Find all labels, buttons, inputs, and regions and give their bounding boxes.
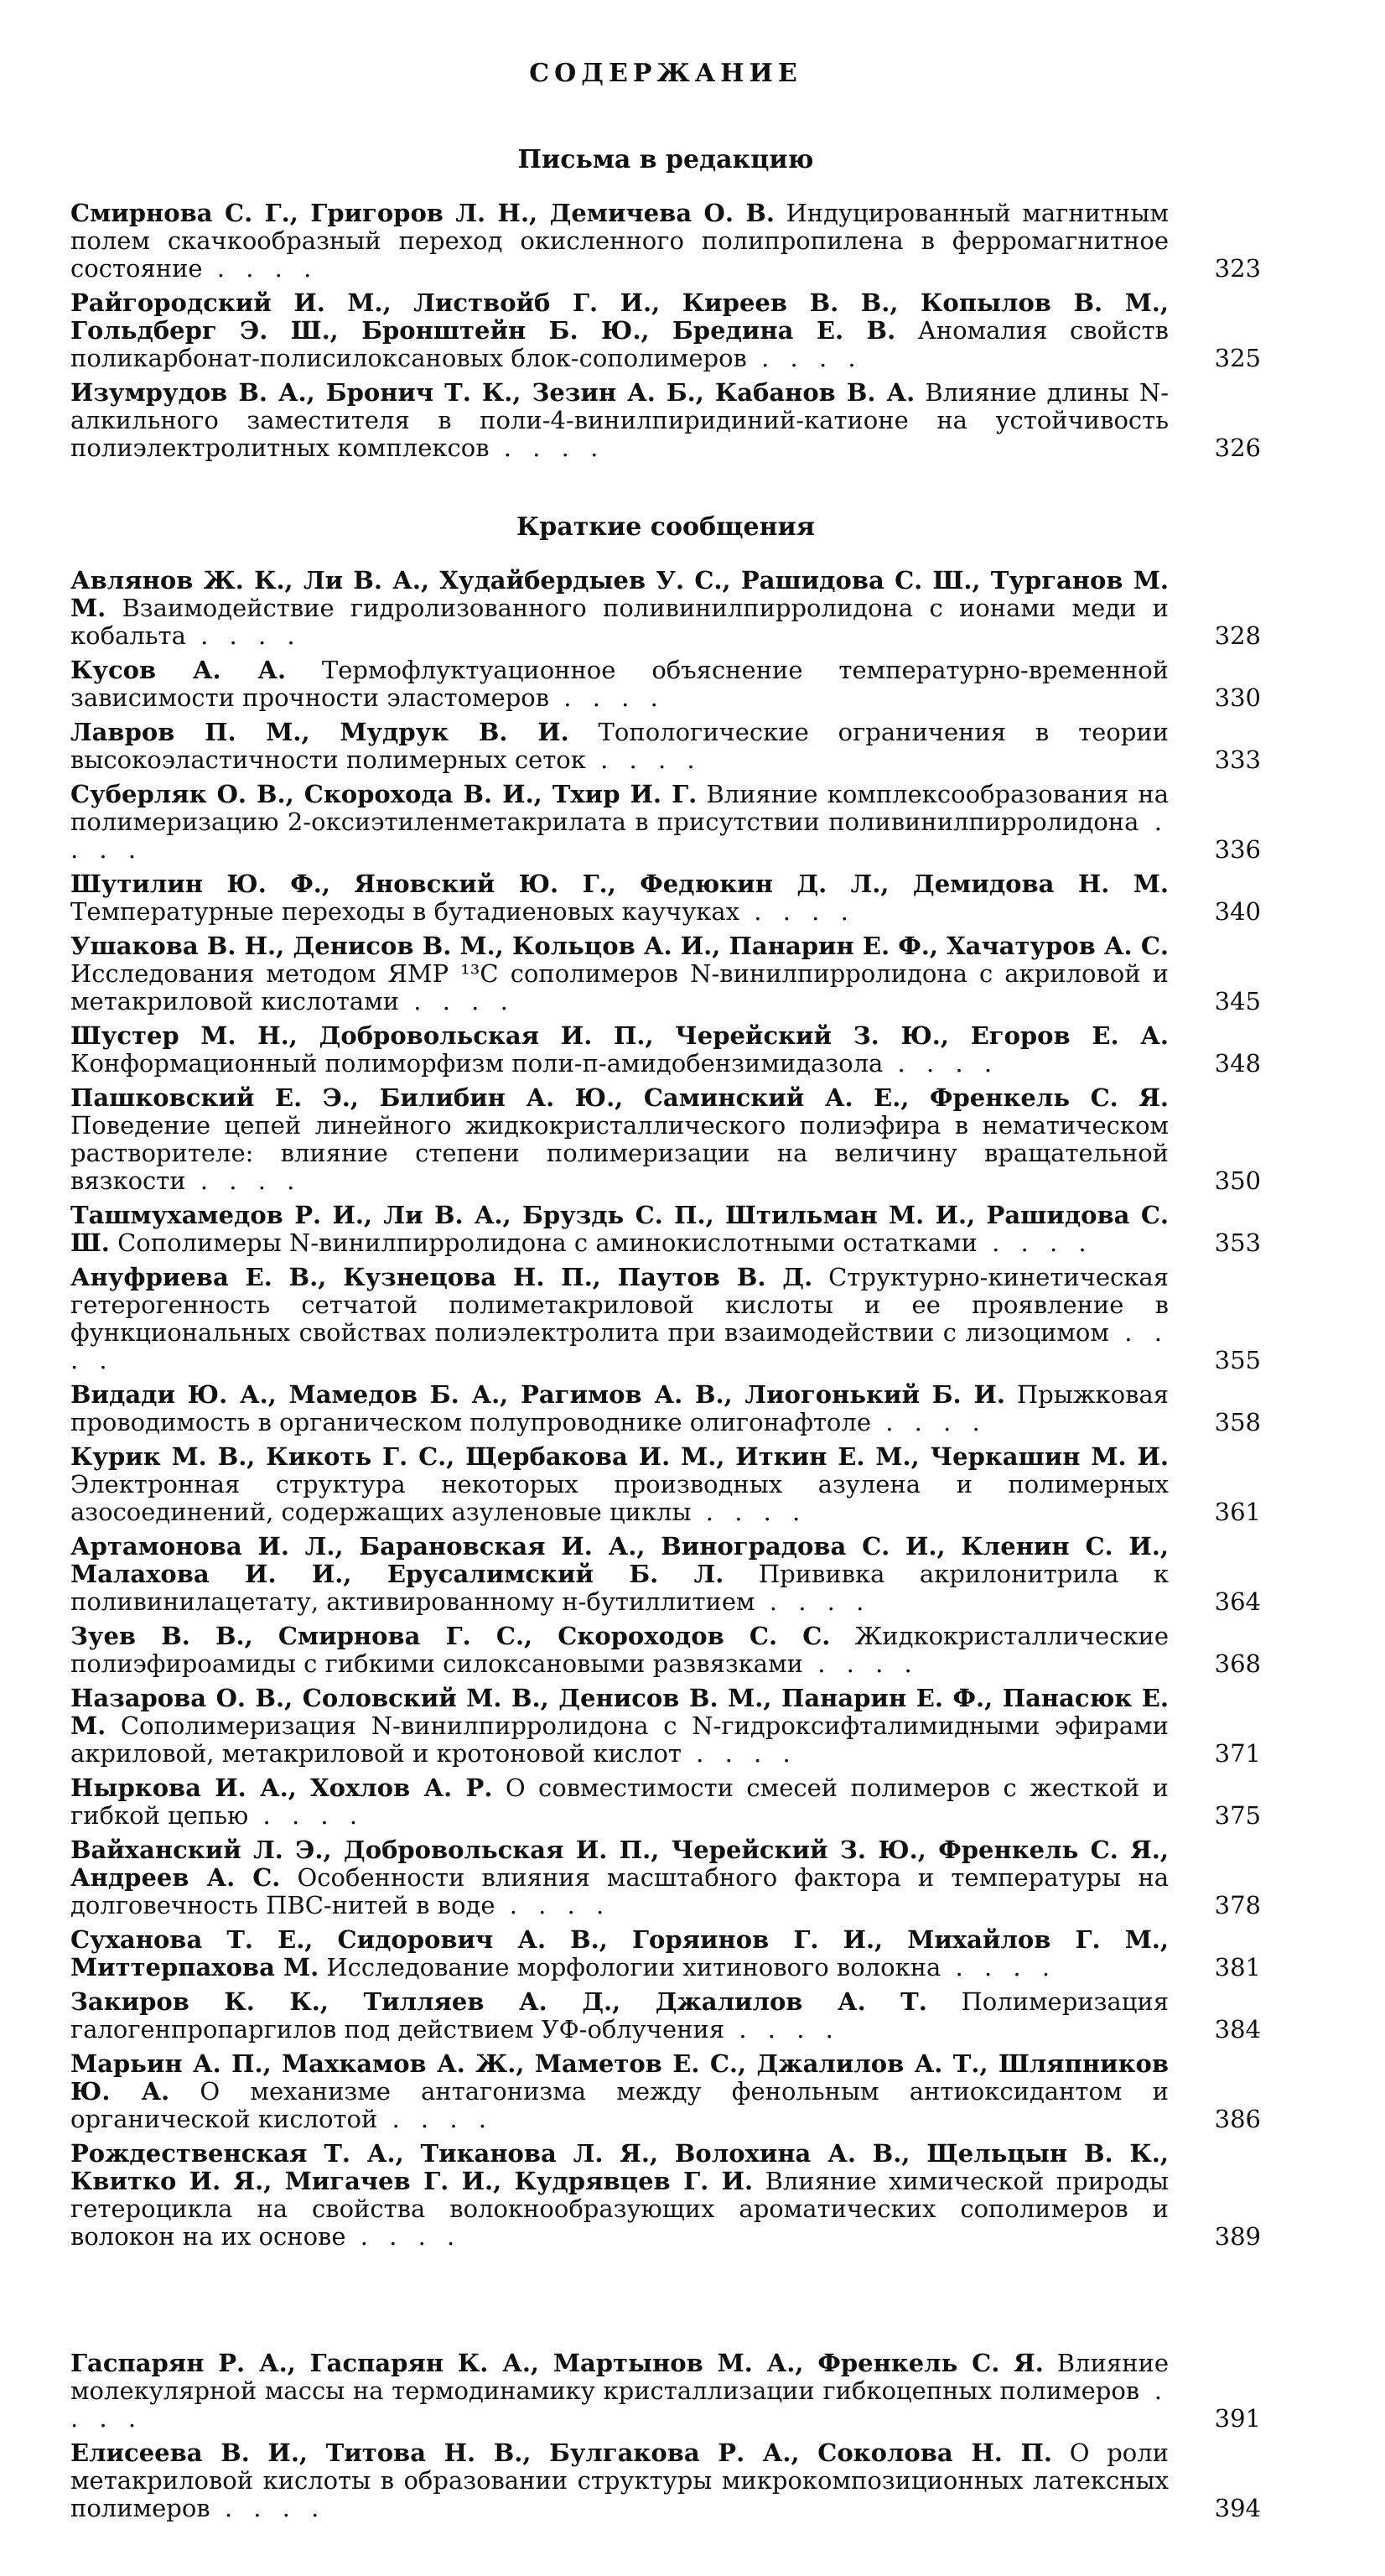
entry-title: Индуцированный магнитным полем скачкообразный переход окисленного полипропилена в ферромагнитное состояние: [70, 199, 1169, 283]
contents-entry: [70, 1836, 1261, 1919]
entry-page-number: 386: [1214, 2105, 1261, 2133]
contents-entry: [70, 657, 1261, 712]
entry-title: Прививка акрилонитрила к поливинилацетату, активированному н-бутиллитием: [70, 1560, 1169, 1616]
entry-page-number: 336: [1214, 835, 1261, 864]
entry-title: Поведение цепей линейного жидкокристаллического полиэфира в нематическом растворителе: влияние степени полимеризации на величину вращательной вязкости: [70, 1111, 1169, 1195]
entry-authors: Пашковский Е. Э., Билибин А. Ю., Саминский А. Е., Френкель С. Я.: [70, 1083, 1169, 1112]
dot-leaders: . . . .: [185, 621, 302, 650]
contents-entry: [70, 719, 1261, 774]
entry-list: [70, 200, 1261, 462]
contents-entry: [70, 932, 1261, 1015]
entry-authors: Назарова О. В., Соловский М. В., Денисов В. М., Панарин Е. Ф., Панасюк Е. М.: [70, 1684, 1169, 1740]
entry-page-number: 348: [1214, 1049, 1261, 1078]
section-heading: Письма в редакцию: [517, 145, 814, 174]
contents-entry: [70, 1381, 1261, 1436]
dot-leaders: . . . .: [185, 1166, 302, 1195]
dot-leaders: . . . .: [883, 1049, 999, 1078]
dot-leaders: . . . .: [549, 683, 665, 712]
page-title: СОДЕРЖАНИЕ: [529, 59, 802, 88]
entry-page-number: 326: [1214, 434, 1261, 462]
contents-entry: [70, 2439, 1261, 2522]
entry-title: Жидкокристаллические полиэфироамиды с гибкими силоксановыми развязками: [70, 1622, 1169, 1678]
contents-entry: [70, 1084, 1261, 1195]
dot-leaders: . . . .: [202, 254, 319, 283]
contents-entry: [70, 1202, 1261, 1257]
entry-title: Аномалия свойств поликарбонат-полисилоксановых блок-сополимеров: [70, 316, 1169, 372]
entry-authors: Кусов А. А.: [70, 656, 287, 684]
entry-title: Температурные переходы в бутадиеновых каучуках: [70, 897, 740, 926]
contents-entry: [70, 1443, 1261, 1526]
entry-page-number: 364: [1214, 1587, 1261, 1616]
contents-sections: [70, 145, 1261, 2522]
entry-authors: Ташмухамедов Р. И., Ли В. А., Бруздь С. П., Штильман М. И., Рашидова С. Ш.: [70, 1201, 1169, 1257]
entry-title: Конформационный полиморфизм поли-п-амидобензимидазола: [70, 1049, 884, 1078]
entry-title: Влияние химической природы гетероцикла на свойства волокнообразующих ароматических сополимеров и волокон на их основе: [70, 2167, 1169, 2251]
entry-page-number: 323: [1214, 254, 1261, 283]
contents-entry: [70, 870, 1261, 926]
contents-entry: [70, 2140, 1261, 2251]
entry-title: Исследования методом ЯМР ¹³C сополимеров N-винилпирролидона с акриловой и метакриловой кислотами: [70, 959, 1169, 1015]
dot-leaders: . . . .: [70, 808, 1169, 864]
entry-authors: Смирнова С. Г., Григоров Л. Н., Демичева О. В.: [70, 199, 775, 227]
dot-leaders: . . . .: [739, 897, 855, 926]
entry-page-number: 355: [1214, 1346, 1261, 1374]
dot-leaders: . . . .: [941, 1953, 1057, 1981]
contents-entry: [70, 289, 1261, 372]
entry-authors: Ушакова В. Н., Денисов В. М., Кольцов А. И., Панарин Е. Ф., Хачатуров А. С.: [70, 932, 1169, 960]
dot-leaders: . . . .: [585, 745, 702, 774]
contents-entry: [70, 567, 1261, 650]
entry-authors: Курик М. В., Кикоть Г. С., Щербакова И. М., Иткин Е. М., Черкашин М. И.: [70, 1442, 1169, 1471]
entry-list: [70, 2350, 1261, 2522]
entry-title: Термофлуктуационное объяснение температурно-временной зависимости прочности эластомеров: [70, 656, 1169, 712]
dot-leaders: . . . .: [248, 1801, 365, 1830]
entry-authors: Вайханский Л. Э., Добровольская И. П., Черейский З. Ю., Френкель С. Я., Андреев А. С.: [70, 1836, 1169, 1892]
entry-authors: Рождественская Т. А., Тиканова Л. Я., Волохина А. В., Щельцын В. К., Квитко И. Я., Мигачев Г. И., Кудрявцев Г. И.: [70, 2139, 1169, 2195]
dot-leaders: . . . .: [870, 1408, 987, 1436]
entry-authors: Елисеева В. И., Титова Н. В., Булгакова Р. А., Соколова Н. П.: [70, 2438, 1052, 2467]
entry-title: Сополимеры N-винилпирролидона с аминокислотными остатками: [109, 1228, 978, 1257]
contents-entry: [70, 1623, 1261, 1678]
entry-authors: Авлянов Ж. К., Ли В. А., Худайбердыев У. С., Рашидова С. Ш., Турганов М. М.: [70, 566, 1169, 622]
contents-entry: [70, 2350, 1261, 2433]
entry-title: Сополимеризация N-винилпирролидона с N-гидроксифталимидными эфирами акриловой, метакриловой и кротоновой кислот: [70, 1711, 1169, 1768]
entry-list: [70, 567, 1261, 2251]
entry-authors: Видади Ю. А., Мамедов Б. А., Рагимов А. В., Лиогонький Б. И.: [70, 1380, 1005, 1409]
contents-entry: [70, 1264, 1261, 1374]
entry-title: О механизме антагонизма между фенольным антиоксидантом и органической кислотой: [70, 2077, 1170, 2133]
dot-leaders: . . . .: [802, 1649, 919, 1678]
entry-page-number: 394: [1214, 2494, 1261, 2522]
entry-page-number: 350: [1214, 1166, 1261, 1195]
dot-leaders: . . . .: [495, 1891, 611, 1919]
entry-page-number: 368: [1214, 1649, 1261, 1678]
entry-authors: Райгородский И. М., Листвойб Г. И., Киреев В. В., Копылов В. М., Гольдберг Э. Ш., Бронштейн Б. Ю., Бредина Е. В.: [70, 288, 1169, 345]
entry-page-number: 391: [1214, 2404, 1261, 2433]
section-spacer: [70, 2257, 1261, 2350]
entry-page-number: 330: [1214, 683, 1261, 712]
entry-page-number: 381: [1214, 1953, 1261, 1981]
entry-authors: Марьин А. П., Махкамов А. Ж., Маметов Е. С., Джалилов А. Т., Шляпников Ю. А.: [70, 2049, 1169, 2106]
dot-leaders: . . . .: [210, 2494, 326, 2522]
contents-entry: [70, 781, 1261, 864]
entry-title: Электронная структура некоторых производных азулена и полимерных азосоединений, содержащих азуленовые циклы: [70, 1470, 1169, 1526]
contents-entry: [70, 1988, 1261, 2044]
contents-entry: [70, 1533, 1261, 1616]
contents-entry: [70, 1685, 1261, 1768]
entry-authors: Суберляк О. В., Скорохода В. И., Тхир И. Г.: [70, 780, 698, 808]
dot-leaders: . . . .: [70, 1318, 1169, 1374]
entry-page-number: 389: [1214, 2222, 1261, 2251]
entry-authors: Шустер М. Н., Добровольская И. П., Черейский З. Ю., Егоров Е. А.: [70, 1021, 1169, 1050]
entry-title: Полимеризация галогенпропаргилов под действием УФ-облучения: [70, 1987, 1169, 2044]
contents-entry: [70, 200, 1261, 283]
dot-leaders: . . . .: [691, 1498, 807, 1526]
entry-page-number: 358: [1214, 1408, 1261, 1436]
entry-title: Взаимодействие гидролизованного поливинилпирролидона с ионами меди и кобальта: [70, 594, 1169, 650]
entry-page-number: 340: [1214, 897, 1261, 926]
entry-authors: Закиров К. К., Тилляев А. Д., Джалилов А. Т.: [70, 1987, 927, 2016]
dot-leaders: . . . .: [977, 1228, 1093, 1257]
entry-title: Влияние молекулярной массы на термодинамику кристаллизации гибкоцепных полимеров: [70, 2349, 1169, 2405]
dot-leaders: . . . .: [724, 2015, 840, 2044]
entry-authors: Суханова Т. Е., Сидорович А. В., Горяинов Г. И., Михайлов Г. М., Миттерпахова М.: [70, 1925, 1169, 1981]
dot-leaders: . . . .: [755, 1587, 871, 1616]
entry-page-number: 384: [1214, 2015, 1261, 2044]
contents-page: [70, 59, 1261, 2529]
contents-entry: [70, 1774, 1261, 1830]
entry-title: Прыжковая проводимость в органическом полупроводнике олигонафтоле: [70, 1380, 1169, 1436]
contents-entry: [70, 2050, 1261, 2133]
dot-leaders: . . . .: [70, 2376, 1170, 2433]
entry-title: О совместимости смесей полимеров с жесткой и гибкой цепью: [70, 1774, 1169, 1830]
contents-entry: [70, 1022, 1261, 1078]
entry-authors: Гаспарян Р. А., Гаспарян К. А., Мартынов М. А., Френкель С. Я.: [70, 2349, 1044, 2377]
entry-page-number: 328: [1214, 621, 1261, 650]
contents-entry: [70, 1926, 1261, 1981]
entry-title: Топологические ограничения в теории высокоэластичности полимерных сеток: [70, 718, 1169, 774]
entry-page-number: 345: [1214, 987, 1261, 1015]
entry-page-number: 375: [1214, 1801, 1261, 1830]
entry-title: Влияние длины N-алкильного заместителя в поли-4-винилпиридиний-катионе на устойчивость полиэлектролитных комплексов: [70, 378, 1169, 462]
entry-title: Особенности влияния масштабного фактора и температуры на долговечность ПВС-нитей в воде: [70, 1863, 1169, 1919]
entry-authors: Лавров П. М., Мудрук В. И.: [70, 718, 569, 746]
entry-page-number: 325: [1214, 344, 1261, 372]
entry-page-number: 333: [1214, 745, 1261, 774]
entry-authors: Изумрудов В. А., Бронич Т. К., Зезин А. Б., Кабанов В. А.: [70, 378, 916, 407]
entry-title: Исследование морфологии хитинового волокна: [319, 1953, 941, 1981]
dot-leaders: . . . .: [489, 434, 605, 462]
entry-page-number: 371: [1214, 1739, 1261, 1768]
entry-page-number: 353: [1214, 1228, 1261, 1257]
entry-title: О роли метакриловой кислоты в образовании структуры микрокомпозиционных латексных полимеров: [70, 2438, 1169, 2522]
dot-leaders: . . . .: [377, 2105, 494, 2133]
entry-authors: Ныркова И. А., Хохлов А. Р.: [70, 1774, 493, 1802]
entry-authors: Шутилин Ю. Ф., Яновский Ю. Г., Федюкин Д. Л., Демидова Н. М.: [70, 870, 1169, 898]
dot-leaders: . . . .: [399, 987, 515, 1015]
entry-page-number: 361: [1214, 1498, 1261, 1526]
dot-leaders: . . . .: [681, 1739, 797, 1768]
entry-page-number: 378: [1214, 1891, 1261, 1919]
dot-leaders: . . . .: [746, 344, 863, 372]
contents-entry: [70, 379, 1261, 462]
entry-authors: Артамонова И. Л., Барановская И. А., Виноградова С. И., Кленин С. И., Малахова И. И., Ерусалимский Б. Л.: [70, 1532, 1169, 1588]
dot-leaders: . . . .: [345, 2222, 462, 2251]
entry-authors: Ануфриева Е. В., Кузнецова Н. П., Паутов В. Д.: [70, 1263, 813, 1291]
section-heading: Краткие сообщения: [516, 512, 815, 542]
entry-title: Структурно-кинетическая гетерогенность сетчатой полиметакриловой кислоты и ее проявление в функциональных свойствах полиэлектролита при взаимодействии с лизоцимом: [70, 1263, 1170, 1347]
entry-title: Влияние комплексообразования на полимеризацию 2-оксиэтиленметакрилата в присутствии поливинилпирролидона: [70, 780, 1169, 836]
entry-authors: Зуев В. В., Смирнова Г. С., Скороходов С. С.: [70, 1622, 831, 1650]
